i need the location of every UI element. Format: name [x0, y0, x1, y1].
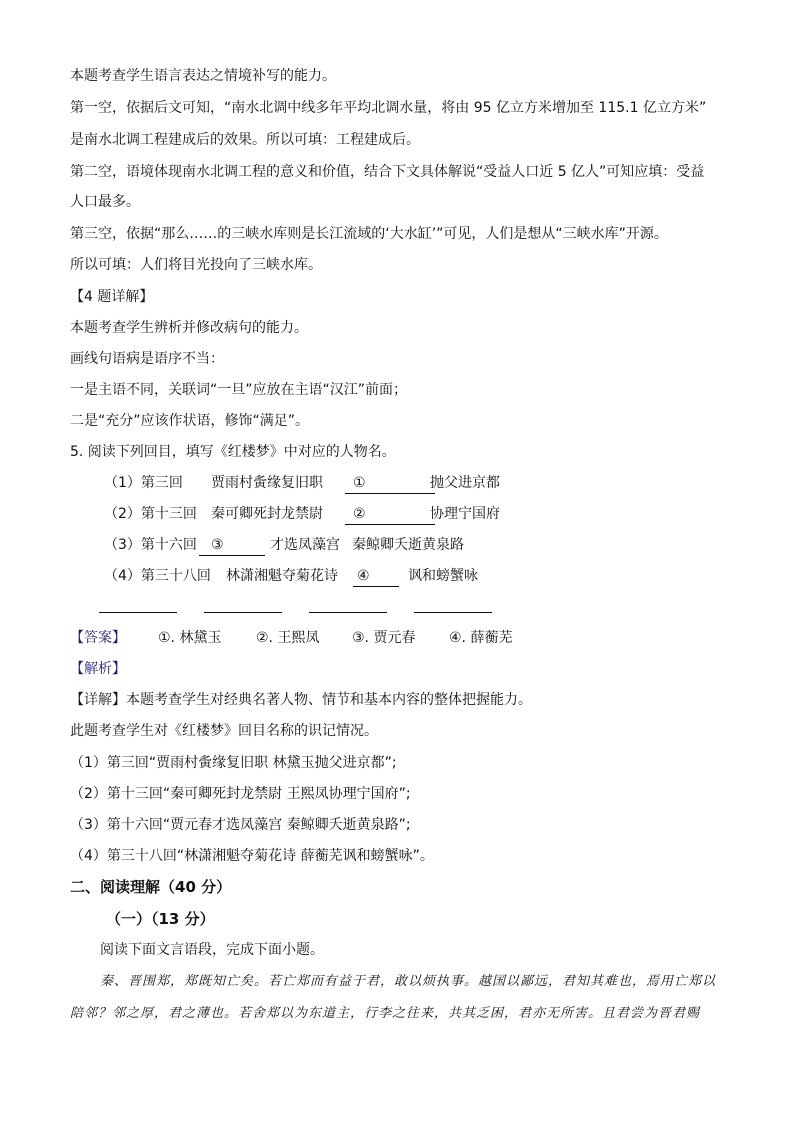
q4-intro: 本题考查学生辨析并修改病句的能力。 — [70, 320, 308, 336]
q5-item-3-num: （3）第十六回 — [104, 537, 197, 553]
q5-item-4-b: 讽和螃蟹咏 — [408, 568, 478, 584]
q5-item-2-blank: ② — [345, 504, 435, 525]
analysis3-p2-line2: 人口最多。 — [70, 194, 140, 210]
answer-blank-2 — [204, 612, 282, 613]
q5-item-3-a: 才选凤藻宫 — [270, 537, 340, 553]
q5-stem: 5. 阅读下列回目，填写《红楼梦》中对应的人物名。 — [70, 444, 396, 460]
analysis3-intro: 本题考查学生语言表达之情境补写的能力。 — [70, 68, 336, 84]
q5-item-1-num: （1）第三回 — [104, 475, 183, 491]
q4-line2: 一是主语不同，关联词“一旦”应放在主语“汉江”前面； — [70, 382, 408, 398]
analysis3-p3-line1: 第三空，依据“那么……的三峡水库则是长江流域的‘大水缸’”可见，人们是想从“三峡水库”开源。 — [70, 226, 668, 242]
q4-line3: 二是“充分”应该作状语，修饰“满足”。 — [70, 413, 310, 429]
q5-detail-3: （3）第十六回“贾元春才选凤藻宫 秦鲸卿夭逝黄泉路”; — [70, 817, 411, 833]
classical-text-line1: 秦、晋围郑，郑既知亡矣。若亡郑而有益于君，敢以烦执事。越国以鄙远，君知其难也，焉用亡郑以 — [100, 974, 717, 989]
q5-answer-3: ③. 贾元春 — [352, 630, 416, 646]
q5-item-1-a: 贾雨村夤缘复旧职 — [211, 475, 323, 491]
q5-item-3-blank: ③ — [199, 535, 265, 556]
q5-item-2-b: 协理宁国府 — [430, 506, 500, 522]
q5-item-2-num: （2）第十三回 — [104, 506, 197, 522]
answer-blank-1 — [99, 612, 177, 613]
q5-detail-4: （4）第三十八回“林潇湘魁夺菊花诗 薛蘅芜讽和螃蟹咏”。 — [70, 848, 434, 864]
q5-analysis-label: 【解析】 — [70, 661, 126, 677]
q5-item-2-a: 秦可卿死封龙禁尉 — [211, 506, 323, 522]
q5-detail-0: 此题考查学生对《红楼梦》回目名称的识记情况。 — [70, 723, 378, 739]
q5-detail-1: （1）第三回“贾雨村夤缘复旧职 林黛玉抛父进京都”; — [70, 755, 397, 771]
q5-item-1-b: 抛父进京都 — [430, 475, 500, 491]
q4-line1: 画线句语病是语序不当： — [70, 351, 224, 367]
analysis3-p1-line2: 是南水北调工程建成后的效果。所以可填：工程建成后。 — [70, 132, 420, 148]
analysis3-p3-line2: 所以可填：人们将目光投向了三峡水库。 — [70, 257, 322, 273]
q5-answer-4: ④. 薛蘅芜 — [449, 630, 513, 646]
analysis3-p2-line1: 第二空，语境体现南水北调工程的意义和价值，结合下文具体解说“受益人口近 5 亿人”可知应填：受益 — [70, 164, 705, 180]
q5-answer-1: ①. 林黛玉 — [158, 630, 222, 646]
answer-blank-3 — [309, 612, 387, 613]
q5-detail: 【详解】本题考查学生对经典名著人物、情节和基本内容的整体把握能力。 — [70, 692, 532, 708]
q5-answer-2: ②. 王熙凤 — [256, 630, 320, 646]
section2-instruction: 阅读下面文言语段，完成下面小题。 — [100, 942, 324, 958]
section2-title: 二、阅读理解（40 分） — [70, 878, 232, 896]
section2-subtitle: （一）（13 分） — [106, 910, 215, 928]
q5-item-4-a: 林潇湘魁夺菊花诗 — [226, 568, 338, 584]
q5-item-3-b: 秦鲸卿夭逝黄泉路 — [352, 537, 464, 553]
answer-blank-4 — [414, 612, 492, 613]
q5-answer-label: 【答案】 — [70, 630, 126, 646]
q5-item-4-blank: ④ — [353, 566, 399, 587]
q5-item-4-num: （4）第三十八回 — [104, 568, 211, 584]
q5-item-1-blank: ① — [345, 473, 435, 494]
q5-detail-2: （2）第十三回“秦可卿死封龙禁尉 王熙凤协理宁国府”; — [70, 786, 411, 802]
q4-heading: 【4 题详解】 — [70, 289, 154, 305]
classical-text-line2: 陪邻？邻之厚，君之薄也。若舍郑以为东道主，行李之往来，共其乏困，君亦无所害。且君尝为晋君赐 — [70, 1006, 701, 1021]
analysis3-p1-line1: 第一空，依据后文可知，“南水北调中线多年平均北调水量，将由 95 亿立方米增加至 115.1 亿立方米” — [70, 100, 707, 116]
